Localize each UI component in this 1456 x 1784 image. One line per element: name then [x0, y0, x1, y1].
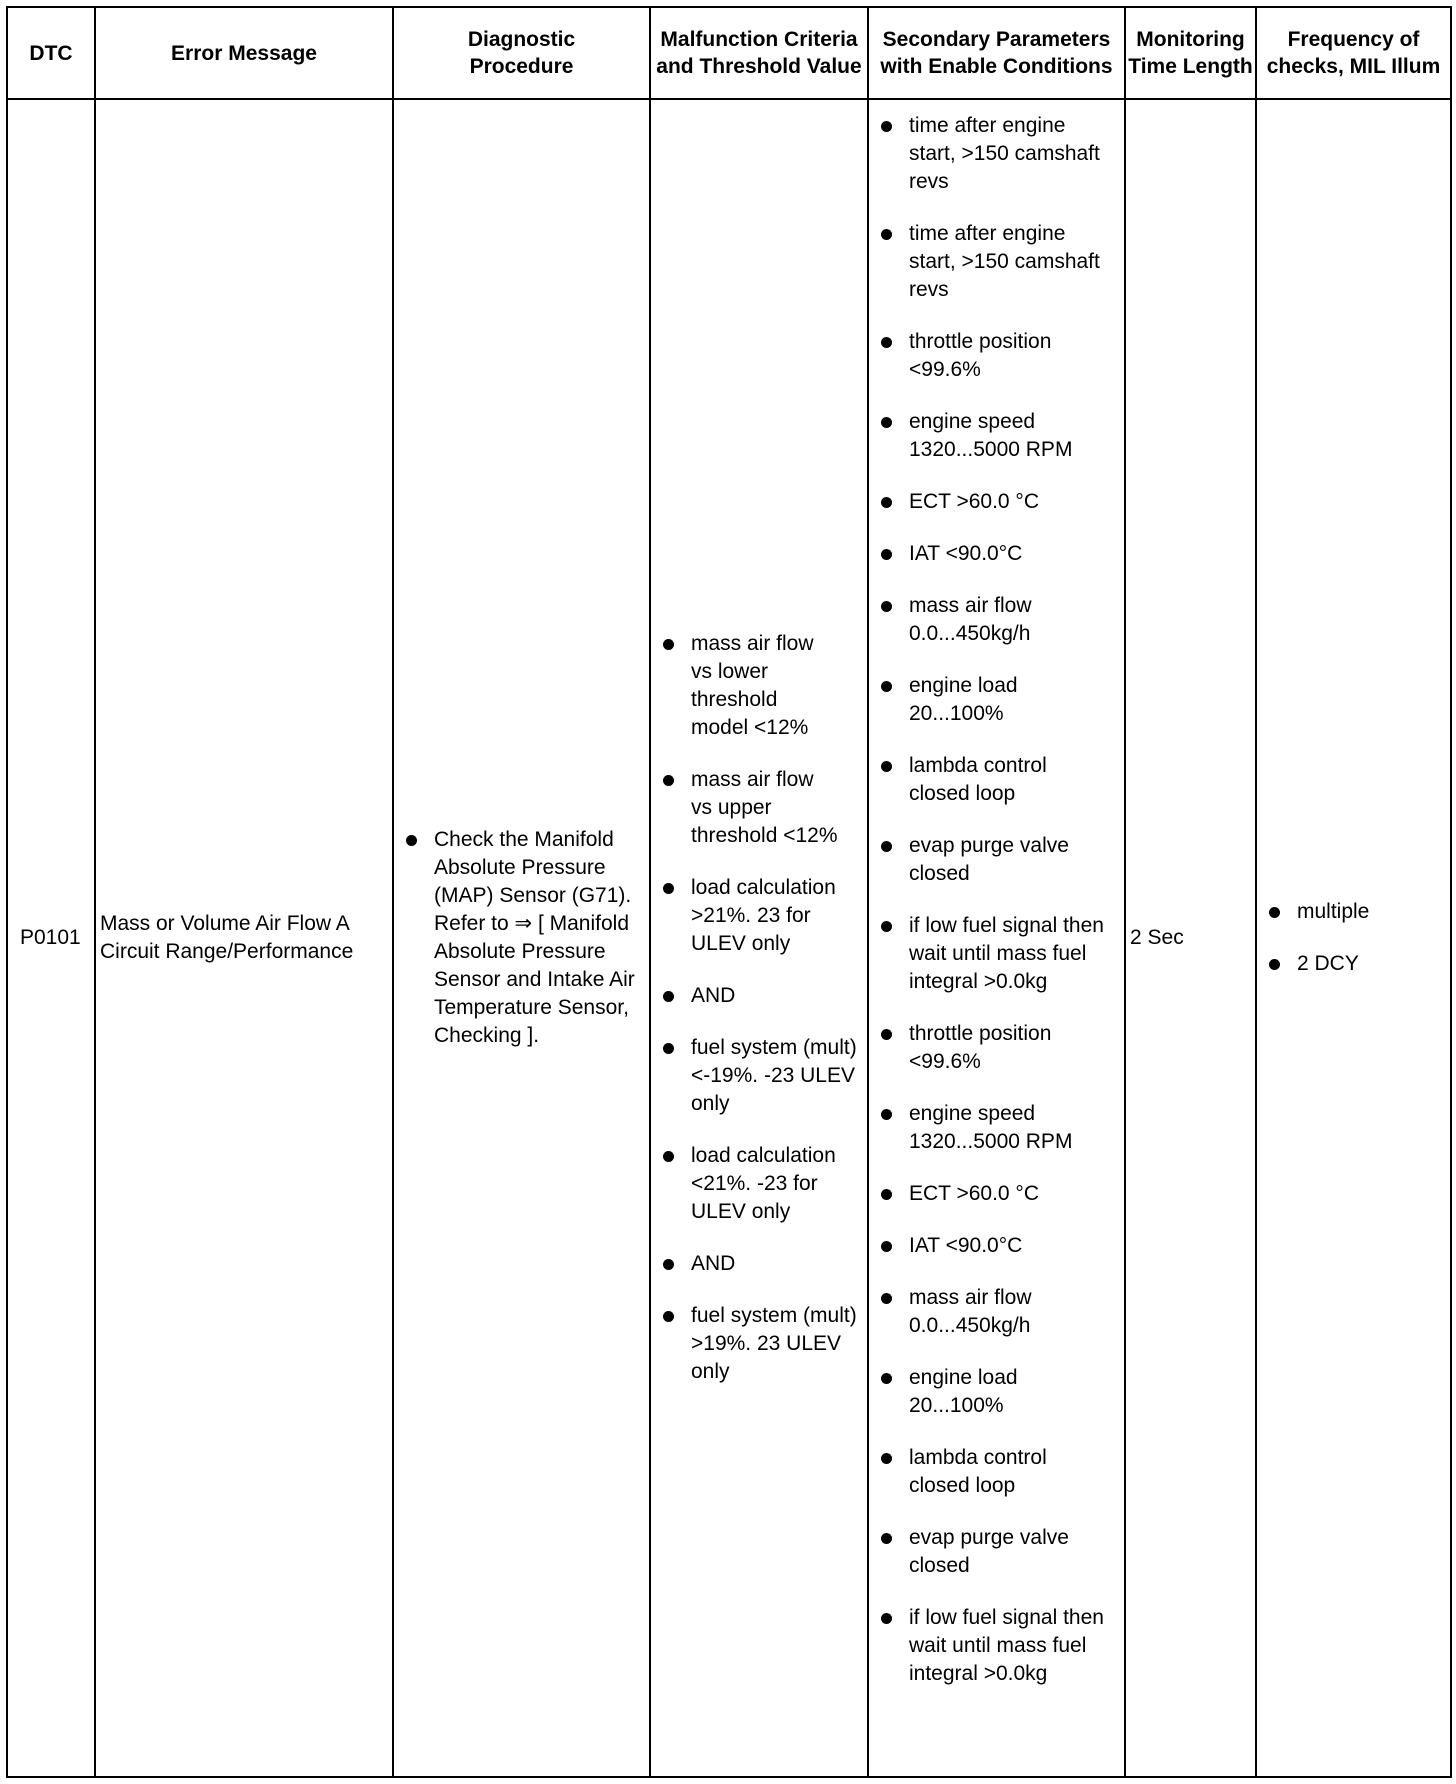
dtc-code: P0101: [20, 926, 81, 949]
list-item: throttle position <99.6%: [869, 328, 1110, 384]
list-item: fuel system (mult) <-19%. -23 ULEV only: [651, 1034, 867, 1118]
malfunction-criteria-cell: [650, 99, 868, 1777]
list-item: if low fuel signal then wait until mass fuel integral >0.0kg: [869, 912, 1110, 996]
list-item: AND: [651, 982, 867, 1010]
list-item: mass air flow vs upper threshold <12%: [651, 766, 867, 850]
monitoring-time: 2 Sec: [1130, 926, 1184, 949]
header-frequency: Frequency of checks, MIL Illum: [1256, 7, 1451, 99]
header-malfunction-criteria: Malfunction Criteria and Threshold Value: [650, 7, 868, 99]
monitoring-time-cell: [1125, 99, 1256, 1777]
list-item: fuel system (mult) >19%. 23 ULEV only: [651, 1302, 867, 1386]
header-row: [7, 7, 1451, 99]
list-item: 2 DCY: [1257, 950, 1450, 978]
list-item: engine speed 1320...5000 RPM: [869, 1100, 1110, 1156]
table-row: [7, 99, 1451, 1777]
list-item: if low fuel signal then wait until mass fuel integral >0.0kg: [869, 1604, 1110, 1688]
secondary-parameters-cell: [868, 99, 1125, 1777]
error-message-cell: [95, 99, 393, 1777]
dtc-table: [6, 6, 1452, 1778]
malfunction-criteria-list: [651, 630, 867, 1386]
list-item: load calculation >21%. 23 for ULEV only: [651, 874, 867, 958]
list-item: time after engine start, >150 camshaft revs: [869, 220, 1110, 304]
diagnostic-procedure-list: [394, 826, 649, 1050]
list-item: throttle position <99.6%: [869, 1020, 1110, 1076]
dtc-spec-sheet: [6, 6, 1450, 1778]
header-error-message: Error Message: [95, 7, 393, 99]
error-message: Mass or Volume Air Flow A Circuit Range/Performance: [100, 912, 354, 963]
list-item: lambda control closed loop: [869, 1444, 1110, 1500]
frequency-list: [1257, 898, 1450, 978]
list-item: ECT >60.0 °C: [869, 1180, 1110, 1208]
list-item: engine load 20...100%: [869, 1364, 1110, 1420]
list-item: lambda control closed loop: [869, 752, 1110, 808]
frequency-cell: [1256, 99, 1451, 1777]
list-item: load calculation <21%. -23 for ULEV only: [651, 1142, 867, 1226]
list-item: mass air flow 0.0...450kg/h: [869, 592, 1110, 648]
header-secondary-parameters: Secondary Parameters with Enable Conditions: [868, 7, 1125, 99]
list-item: IAT <90.0°C: [869, 1232, 1110, 1260]
list-item: AND: [651, 1250, 867, 1278]
header-dtc: DTC: [7, 7, 95, 99]
list-item: mass air flow vs lower threshold model <12%: [651, 630, 867, 742]
list-item: evap purge valve closed: [869, 1524, 1110, 1580]
list-item: evap purge valve closed: [869, 832, 1110, 888]
secondary-parameters-list: [869, 112, 1124, 1688]
list-item: IAT <90.0°C: [869, 540, 1110, 568]
list-item: mass air flow 0.0...450kg/h: [869, 1284, 1110, 1340]
header-diagnostic-procedure: Diagnostic Procedure: [393, 7, 650, 99]
header-monitoring-time: Monitoring Time Length: [1125, 7, 1256, 99]
diagnostic-procedure-cell: [393, 99, 650, 1777]
list-item: Check the Manifold Absolute Pressure (MAP) Sensor (G71). Refer to ⇒ [ Manifold Absolute Pressure Sensor and Intake Air Temperature Sensor, Checking ].: [394, 826, 641, 1050]
list-item: ECT >60.0 °C: [869, 488, 1110, 516]
list-item: engine load 20...100%: [869, 672, 1110, 728]
list-item: time after engine start, >150 camshaft revs: [869, 112, 1110, 196]
list-item: engine speed 1320...5000 RPM: [869, 408, 1110, 464]
dtc-code-cell: [7, 99, 95, 1777]
list-item: multiple: [1257, 898, 1450, 926]
